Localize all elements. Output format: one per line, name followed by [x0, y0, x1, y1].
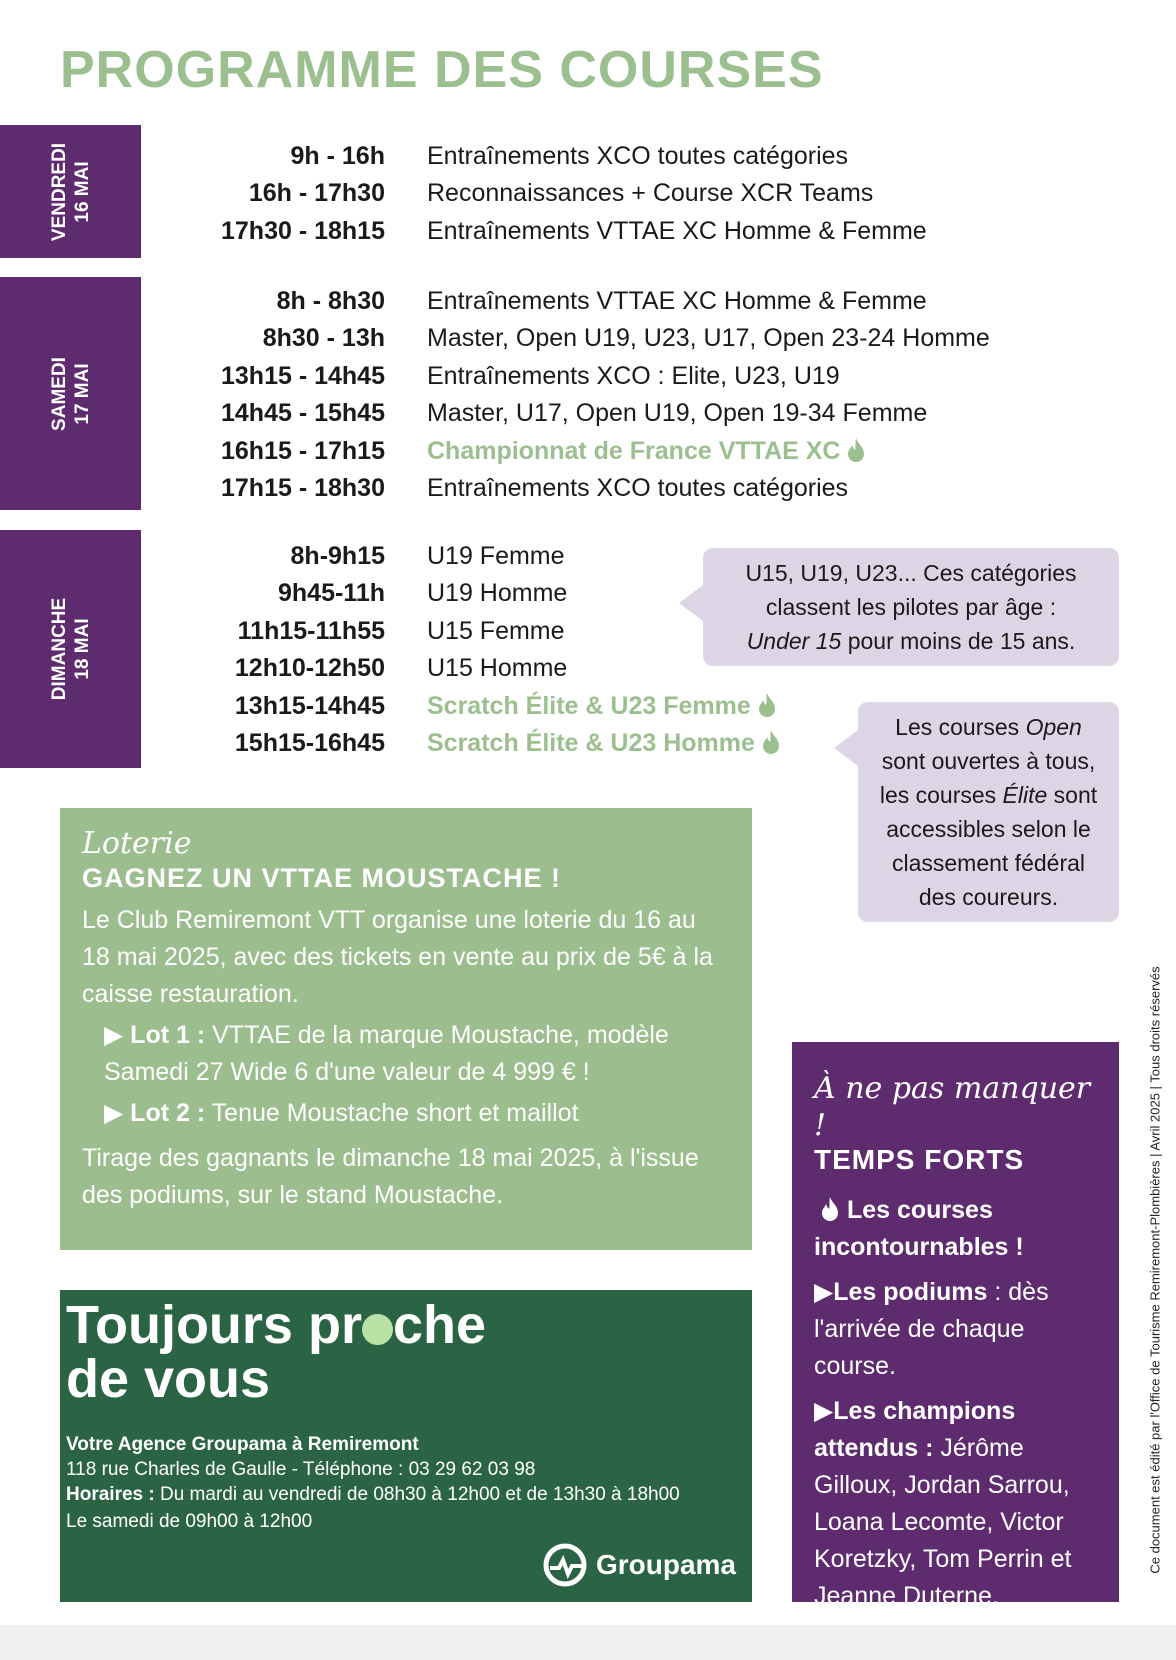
event-text: Scratch Élite & U23 Femme	[427, 691, 751, 720]
schedule-row	[150, 576, 567, 612]
hours-label: Horaires :	[66, 1484, 155, 1505]
saturday-hours: Le samedi de 09h00 à 12h00	[66, 1511, 313, 1532]
row-event	[427, 579, 567, 608]
lot-2	[104, 1095, 730, 1132]
row-time: 11h15-11h55	[237, 616, 385, 645]
schedule-row	[150, 433, 866, 469]
flame-icon	[820, 1196, 840, 1222]
row-time: 8h-9h15	[290, 541, 385, 570]
row-event	[427, 362, 840, 391]
row-time: 8h30 - 13h	[262, 324, 385, 352]
schedule-row	[150, 396, 927, 432]
row-event	[427, 692, 777, 721]
event-text: U15 Homme	[427, 654, 568, 682]
ad-headline	[66, 1295, 746, 1355]
row-event	[427, 142, 848, 171]
lot-1	[104, 1017, 730, 1091]
row-time: 16h15 - 17h15	[221, 436, 385, 465]
row-event	[427, 474, 848, 503]
lot-label: Lot 1 :	[130, 1021, 206, 1049]
day-tab-vendredi	[0, 125, 141, 258]
schedule-row	[150, 726, 781, 762]
row-time: 14h45 - 15h45	[221, 399, 385, 427]
callout-italic: Under 15	[746, 628, 842, 654]
callout-line: Les courses	[895, 714, 1026, 740]
row-event	[427, 287, 927, 316]
callout-line: sont	[1047, 782, 1098, 808]
categories-callout	[703, 548, 1119, 666]
schedule-row	[150, 321, 990, 357]
day-date: 18 MAI	[71, 618, 93, 680]
schedule-row	[150, 471, 848, 507]
callout-line: U15, U19, U23... Ces catégories	[745, 560, 1077, 586]
row-event	[427, 179, 873, 208]
row-event	[427, 617, 565, 646]
row-time: 9h - 16h	[290, 141, 385, 170]
event-text: Reconnaissances + Course XCR Teams	[427, 179, 874, 207]
logo-text: Groupama	[595, 1549, 736, 1580]
agency-name: Votre Agence Groupama à Remiremont	[66, 1434, 419, 1455]
highlight-label: Les champions attendus :	[814, 1397, 1016, 1462]
day-tab-dimanche	[0, 530, 141, 768]
row-time: 15h15-16h45	[234, 729, 385, 757]
row-event	[427, 324, 990, 353]
event-text: Entraînements XCO : Elite, U23, U19	[427, 361, 840, 390]
row-time: 13h15 - 14h45	[221, 361, 385, 390]
row-event	[427, 729, 781, 758]
day-date: 17 MAI	[71, 362, 93, 425]
event-text: U15 Femme	[427, 616, 565, 645]
callout-line: sont ouvertes à tous,	[881, 748, 1096, 774]
groupama-ad	[60, 1290, 752, 1602]
lot-text: VTTAE de la marque Moustache, modèle Samedi 27 Wide 6 d'une valeur de 4 999 € !	[104, 1021, 669, 1086]
bottom-strip	[0, 1625, 1176, 1660]
green-dot	[362, 1314, 393, 1345]
callout-line: des coureurs.	[918, 884, 1059, 910]
day-name: DIMANCHE	[48, 597, 70, 701]
lottery-outro: Tirage des gagnants le dimanche 18 mai 2025, à l'issue des podiums, sur le stand Moustache.	[82, 1144, 699, 1209]
lottery-heading: GAGNEZ UN VTTAE MOUSTACHE !	[82, 863, 561, 893]
lottery-intro: Le Club Remiremont VTT organise une loterie du 16 au 18 mai 2025, avec des tickets en vente au prix de 5€ à la caisse restauration.	[82, 906, 713, 1008]
lot-label: Lot 2 :	[130, 1099, 206, 1127]
row-event	[427, 217, 927, 246]
triangle-bullet-icon: ▶	[814, 1278, 834, 1306]
headline-part: che	[392, 1295, 487, 1355]
row-time: 12h10-12h50	[234, 654, 385, 682]
callout-line: classent les pilotes par âge :	[765, 594, 1057, 620]
lottery-script-title: Loterie	[82, 826, 192, 861]
row-time: 13h15-14h45	[234, 691, 385, 720]
copyright-note: Ce document est édité par l'Office de Tourisme Remiremont-Plombières | Avril 2025 | Tous droits réservés	[1147, 966, 1163, 1574]
event-text: Championnat de France VTTAE XC	[427, 436, 841, 465]
page-title: PROGRAMME DES COURSES	[60, 41, 824, 99]
schedule-row	[150, 613, 565, 649]
schedule-row	[150, 176, 873, 212]
schedule-row	[150, 283, 927, 319]
event-text: Entraînements VTTAE XC Homme & Femme	[427, 216, 927, 245]
groupama-logo	[542, 1542, 736, 1588]
event-text: Entraînements XCO toutes catégories	[427, 141, 849, 170]
event-text: Master, Open U19, U23, U17, Open 23-24 Homme	[427, 324, 990, 352]
agency-address: 118 rue Charles de Gaulle - Téléphone : 03 29 62 03 98	[66, 1459, 536, 1480]
lottery-box	[60, 808, 752, 1250]
callout-line: accessibles selon le	[886, 816, 1091, 842]
callout-italic: Open	[1025, 714, 1082, 740]
row-event	[427, 399, 927, 428]
flame-icon	[757, 692, 777, 718]
flame-icon	[761, 729, 781, 755]
event-text: Master, U17, Open U19, Open 19-34 Femme	[427, 399, 928, 427]
day-name: VENDREDI	[48, 142, 70, 241]
day-tab-samedi	[0, 277, 141, 510]
schedule-row	[150, 138, 848, 174]
row-time: 17h30 - 18h15	[221, 216, 385, 245]
row-event	[427, 437, 866, 466]
triangle-bullet-icon: ▶	[104, 1099, 131, 1127]
row-event	[427, 542, 565, 571]
row-time: 17h15 - 18h30	[221, 474, 385, 502]
callout-line: les courses	[879, 782, 1003, 808]
triangle-bullet-icon: ▶	[104, 1021, 131, 1049]
event-text: Entraînements XCO toutes catégories	[427, 474, 849, 502]
day-name: SAMEDI	[48, 356, 70, 431]
schedule-row	[150, 213, 927, 249]
flame-icon	[846, 437, 866, 463]
event-text: U19 Femme	[427, 541, 565, 570]
callout-italic: Élite	[1002, 782, 1048, 808]
groupama-g-icon	[542, 1542, 588, 1588]
row-time: 9h45-11h	[277, 579, 385, 607]
highlights-box	[792, 1042, 1119, 1610]
event-text: Scratch Élite & U23 Homme	[427, 729, 755, 757]
schedule-row	[150, 651, 567, 687]
day-date: 16 MAI	[71, 160, 93, 223]
highlight-text: Les courses incontournables !	[814, 1196, 1024, 1261]
highlights-heading: TEMPS FORTS	[814, 1144, 1025, 1175]
callout-line: pour moins de 15 ans.	[841, 628, 1076, 654]
schedule-row	[150, 358, 840, 394]
highlight-text: Jérôme Gilloux, Jordan Sarrou, Loana Lecomte, Victor Koretzky, Tom Perrin et Jeanne Duterne.	[814, 1434, 1072, 1610]
event-text: Entraînements VTTAE XC Homme & Femme	[427, 286, 927, 315]
ad-headline-2: de vous	[66, 1349, 271, 1409]
open-elite-callout	[858, 702, 1119, 922]
schedule-row	[150, 538, 565, 574]
highlight-label: Les podiums	[833, 1278, 988, 1306]
headline-part: Toujours pr	[66, 1295, 362, 1355]
row-time: 16h - 17h30	[248, 179, 385, 207]
highlight-text: : dès l'arrivée de chaque course.	[814, 1278, 1049, 1380]
callout-line: classement fédéral	[891, 850, 1086, 876]
event-text: U19 Homme	[427, 579, 568, 607]
triangle-bullet-icon: ▶	[814, 1397, 834, 1425]
row-time: 8h - 8h30	[276, 286, 385, 315]
lot-text: Tenue Moustache short et maillot	[205, 1099, 579, 1127]
row-event	[427, 654, 567, 683]
schedule-row	[150, 688, 777, 724]
hours-text: Du mardi au vendredi de 08h30 à 12h00 et de 13h30 à 18h00	[154, 1484, 680, 1505]
highlights-script-title: À ne pas manquer !	[814, 1071, 1091, 1143]
